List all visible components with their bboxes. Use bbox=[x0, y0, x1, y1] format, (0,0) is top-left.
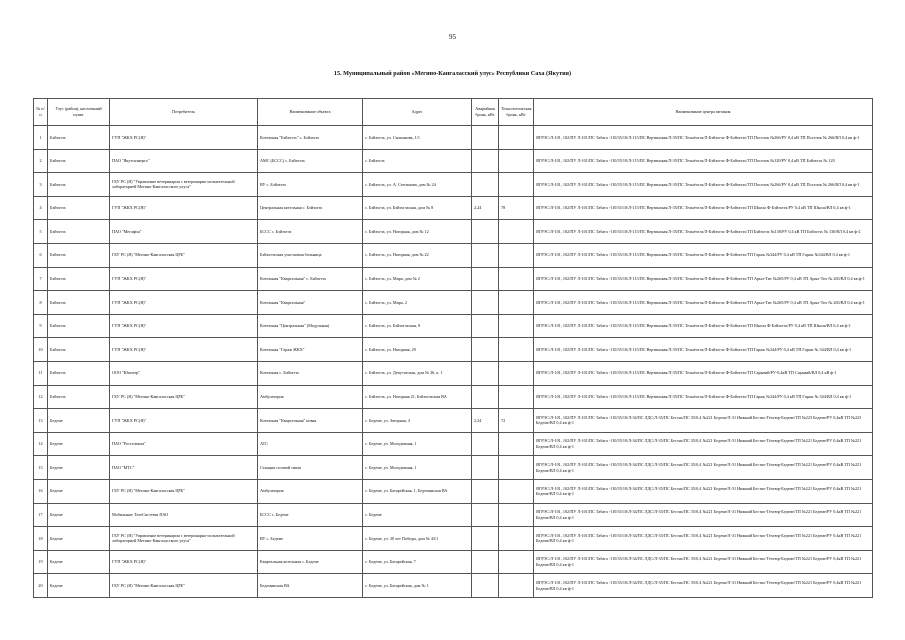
cell-object: АМС (БССС) с. Бэйэхтэх bbox=[258, 149, 363, 173]
cell-consumer: ГУП "ЖКХ РС(Я)" bbox=[110, 550, 258, 574]
cell-consumer: Мобильные ТелеСистемы ПАО bbox=[110, 503, 258, 527]
cell-object: БССС с. Бедеме bbox=[258, 503, 363, 527]
cell-technological-reserve bbox=[499, 149, 534, 173]
cell-address: с. Бэйэхтэх, ул. Нагорная, 29 bbox=[363, 338, 472, 362]
cell-consumer: ООО "Юпитер" bbox=[110, 361, 258, 385]
cell-number: 11 bbox=[34, 361, 48, 385]
header-object: Наименование объекта bbox=[258, 99, 363, 126]
cell-power-center: ЯГРЭС/Л-101, 102/ПУ Л-101/ПС Табага -110/35/10/Л-34/ПС ЛДС/Л-35/ПС Бестях/ПС 35/0,4 №221 Бедеме/Л-31 Нижний Бестях-Тёхтюр-Бедеме/ТП №221 Бедеме/РУ 0,4кВ ТП №221 Бедеме/ВЛ 0,4 кв ф-1 bbox=[534, 479, 873, 503]
cell-address: с. Бэйэхтэх bbox=[363, 149, 472, 173]
cell-technological-reserve bbox=[499, 173, 534, 197]
cell-number: 12 bbox=[34, 385, 48, 409]
section-title: 15. Муниципальный район «Мегино-Кангаласский улус» Республики Саха (Якутия) bbox=[333, 70, 572, 77]
cell-address: с. Бэйэхтэх, ул. Сытинкова, 1/1 bbox=[363, 126, 472, 150]
cell-address: с. Бедеме bbox=[363, 503, 472, 527]
cell-emergency-reserve bbox=[472, 338, 499, 362]
cell-emergency-reserve bbox=[472, 385, 499, 409]
header-locality: Улус (район), населенный пункт bbox=[48, 99, 110, 126]
cell-number: 14 bbox=[34, 432, 48, 456]
cell-object: Квартальная котельная с. Бедеме bbox=[258, 550, 363, 574]
cell-locality: Бэйэхтэх bbox=[48, 196, 110, 220]
cell-consumer: ГБУ РС (Я) "Мегино-Кангаласская ЦРБ" bbox=[110, 243, 258, 267]
cell-address: с. Бедеме, ул. Молодежная, 1 bbox=[363, 456, 472, 480]
cell-locality: Бэйэхтэх bbox=[48, 267, 110, 291]
cell-technological-reserve bbox=[499, 527, 534, 551]
cell-consumer: ПАО "МТС" bbox=[110, 456, 258, 480]
cell-address: с. Бедеме, ул. Молодежная, 1 bbox=[363, 432, 472, 456]
cell-technological-reserve bbox=[499, 574, 534, 598]
cell-power-center: ЯГРЭС/Л-101, 102/ПУ Л-101/ПС Табага -110/35/10/Л-34/ПС ЛДС/Л-35/ПС Бестях/ПС 35/0,4 №221 Бедеме/Л-31 Нижний Бестях-Тёхтюр-Бедеме/ТП №221 Бедеме/РУ 0,4кВ ТП №221 Бедеме/ВЛ 0,4 кв ф-1 bbox=[534, 550, 873, 574]
cell-technological-reserve bbox=[499, 338, 534, 362]
cell-technological-reserve bbox=[499, 126, 534, 150]
cell-number: 17 bbox=[34, 503, 48, 527]
table-row bbox=[34, 385, 873, 409]
cell-consumer: ГБУ РС (Я) "Управление ветеринарии с ветеринарно-испытательной лабораторией Мегино-Кангаласского улуса" bbox=[110, 527, 258, 551]
cell-locality: Бэйэхтэх bbox=[48, 385, 110, 409]
cell-power-center: ЯГРЭС/Л-101, 102/ПУ Л-101/ПС Табага -110/35/10/Л-34/ПС ЛДС/Л-35/ПС Бестях/ПС 35/0,4 №221 Бедеме/Л-31 Нижний Бестях-Тёхтюр-Бедеме/ТП №221 Бедеме/РУ 0,4кВ ТП №221 Бедеме/ВЛ 0,4 кв ф-1 bbox=[534, 432, 873, 456]
cell-address: с. Бедеме, ул. Батарейская, 7 bbox=[363, 550, 472, 574]
cell-consumer: ГУП "ЖКХ РС(Я)" bbox=[110, 126, 258, 150]
cell-technological-reserve bbox=[499, 385, 534, 409]
cell-consumer: ГБУ РС (Я) "Управление ветеринарии с ветеринарно-испытательной лабораторией Мегино-Кангаласского улуса" bbox=[110, 173, 258, 197]
cell-number: 13 bbox=[34, 409, 48, 433]
cell-locality: Бедеме bbox=[48, 574, 110, 598]
cell-number: 8 bbox=[34, 291, 48, 315]
cell-address: с. Бэйэхтэх, ул. Депутатская, дом № 26, к. 1 bbox=[363, 361, 472, 385]
cell-object: Котельная "Гараж ЖКХ" bbox=[258, 338, 363, 362]
cell-number: 4 bbox=[34, 196, 48, 220]
table-row bbox=[34, 196, 873, 220]
cell-object: Котельная "Бэйэхтэх" с. Бэйэхтэх bbox=[258, 126, 363, 150]
cell-technological-reserve bbox=[499, 361, 534, 385]
table-row bbox=[34, 361, 873, 385]
cell-technological-reserve bbox=[499, 314, 534, 338]
cell-power-center: ЯГРЭС/Л-101, 102/ПУ Л-101/ПС Табага -110/35/10/Л-34/ПС ЛДС/Л-35/ПС Бестях/ПС 35/0,4 №221 Бедеме/Л-31 Нижний Бестях-Тёхтюр-Бедеме/ТП №223 Бедеме/РУ 0,4кВ ТП №223 Бедеме/ВЛ 0,4 кв ф-1 bbox=[534, 409, 873, 433]
table-row bbox=[34, 267, 873, 291]
table-row bbox=[34, 432, 873, 456]
cell-number: 20 bbox=[34, 574, 48, 598]
cell-locality: Бедеме bbox=[48, 503, 110, 527]
cell-locality: Бэйэхтэх bbox=[48, 361, 110, 385]
cell-consumer: ГУП "ЖКХ РС(Я)" bbox=[110, 409, 258, 433]
table-row bbox=[34, 503, 873, 527]
cell-emergency-reserve bbox=[472, 432, 499, 456]
cell-object: Котельная "Центральная" (Модульная) bbox=[258, 314, 363, 338]
cell-object: БССС с. Бэйэхтэх bbox=[258, 220, 363, 244]
cell-emergency-reserve bbox=[472, 243, 499, 267]
cell-power-center: ЯГРЭС/Л-101, 102/ПУ Л-101/ПС Табага -110/35/10/Л-115/ПС Вертинская/Л-35/ПС Телыёхтэх/Л-Бэйэхтэх Ф-Бэйэхтэх/ТП Арыл-Тит №265/РУ 0,4 кВ ТП Арыл-Тит № 265/ВЛ 0,4 кв ф-1 bbox=[534, 291, 873, 315]
cell-technological-reserve bbox=[499, 291, 534, 315]
table-row bbox=[34, 173, 873, 197]
cell-technological-reserve bbox=[499, 243, 534, 267]
cell-address: с. Бедеме, ул. 30 лет Победы, дом № 43/1 bbox=[363, 527, 472, 551]
table-row bbox=[34, 314, 873, 338]
cell-locality: Бедеме bbox=[48, 550, 110, 574]
cell-object: Амбулатория bbox=[258, 479, 363, 503]
cell-power-center: ЯГРЭС/Л-101, 102/ПУ Л-101/ПС Табага -110/35/10/Л-115/ПС Вертинская/Л-35/ПС Телыёхтэх/Л-Бэйэхтэх Ф-Бэйэхтэх/ТП Арыл-Тит №265/РУ 0,4 кВ ТП Арыл-Тит № 265/ВЛ 0,4 кв ф-1 bbox=[534, 267, 873, 291]
cell-locality: Бедеме bbox=[48, 479, 110, 503]
table-row bbox=[34, 126, 873, 150]
cell-object: Котельная с. Бэйэхтэх bbox=[258, 361, 363, 385]
cell-number: 5 bbox=[34, 220, 48, 244]
cell-address: с. Бедеме, ул. Заторная, 4 bbox=[363, 409, 472, 433]
cell-power-center: ЯГРЭС/Л-101, 102/ПУ Л-101/ПС Табага -110/35/10/Л-115/ПС Вертинская/Л-35/ПС Телыёхтэх/Л-Бэйэхтэх Ф-Бэйэхтэх/ТП Гараж №344/РУ 0,4 кВ ТП Гараж № 344/ВЛ 0,4 кв ф-1 bbox=[534, 385, 873, 409]
cell-consumer: ГБУ РС (Я) "Мегино-Кангаласская ЦРБ" bbox=[110, 574, 258, 598]
cell-emergency-reserve bbox=[472, 267, 499, 291]
cell-address: с. Бэйэхтэх, ул. Нагорная, дом № 12 bbox=[363, 220, 472, 244]
cell-power-center: ЯГРЭС/Л-101, 102/ПУ Л-101/ПС Табага -110/35/10/Л-115/ПС Вертинская/Л-35/ПС Телыёхтэх/Л-Бэйэхтэх Ф-Бэйэхтэх/ТП Гараж №344/РУ 0,4 кВ ТП Гараж № 344/ВЛ 0,4 кв ф-1 bbox=[534, 338, 873, 362]
header-technological-reserve: Технологическая бронь, кВт bbox=[499, 99, 534, 126]
table-row bbox=[34, 409, 873, 433]
cell-object: АТС bbox=[258, 432, 363, 456]
header-consumer: Потребитель bbox=[110, 99, 258, 126]
cell-power-center: ЯГРЭС/Л-101, 102/ПУ Л-101/ПС Табага -110/35/10/Л-34/ПС ЛДС/Л-35/ПС Бестях/ПС 35/0,4 №221 Бедеме/Л-31 Нижний Бестях-Тёхтюр-Бедеме/ТП №221 Бедеме/РУ 0,4кВ ТП №221 Бедеме/ВЛ 0,4 кв ф-1 bbox=[534, 527, 873, 551]
table-row bbox=[34, 527, 873, 551]
cell-consumer: ГУП "ЖКХ РС(Я)" bbox=[110, 267, 258, 291]
cell-object: Бэйэхтэхская участковая больница bbox=[258, 243, 363, 267]
cell-technological-reserve: 78 bbox=[499, 196, 534, 220]
cell-number: 6 bbox=[34, 243, 48, 267]
table-row bbox=[34, 149, 873, 173]
cell-address: с. Бэйэхтэх, ул. Нагорная, дом № 22 bbox=[363, 243, 472, 267]
header-number: № п/п bbox=[34, 99, 48, 126]
cell-technological-reserve bbox=[499, 267, 534, 291]
cell-number: 3 bbox=[34, 173, 48, 197]
cell-object: Бедеминская ВА bbox=[258, 574, 363, 598]
table-body bbox=[34, 126, 873, 598]
cell-emergency-reserve bbox=[472, 149, 499, 173]
cell-number: 15 bbox=[34, 456, 48, 480]
cell-technological-reserve bbox=[499, 456, 534, 480]
page-number: 95 bbox=[449, 33, 456, 41]
cell-object: ВУ с. Бедеме bbox=[258, 527, 363, 551]
cell-address: с. Бэйэхтэх, ул. А. Степанова, дом № 24 bbox=[363, 173, 472, 197]
cell-consumer: ПАО "Ростелеком" bbox=[110, 432, 258, 456]
cell-power-center: ЯГРЭС/Л-101, 102/ПУ Л-101/ПС Табага -110/35/10/Л-115/ПС Вертинская/Л-35/ПС Телыёхтэх/Л-Бэйэхтэх Ф-Бэйэхтэх/ТП Школа Ф-Бэйэхтэх/РУ 0,4 кВ ТП Школа/ВЛ 0,4 кв ф-1 bbox=[534, 314, 873, 338]
cell-power-center: ЯГРЭС/Л-101, 102/ПУ Л-101/ПС Табага -110/35/10/Л-115/ПС Вертинская/Л-35/ПС Телыёхтэх/Л-Бэйэхтэх Ф-Бэйэхтэх/ТП Сарывай/РУ-0,4кВ ТП Сарывай/ВЛ 0,4 кВ ф-1 bbox=[534, 361, 873, 385]
cell-number: 10 bbox=[34, 338, 48, 362]
cell-number: 7 bbox=[34, 267, 48, 291]
cell-object: Котельная "Квартальная" с. Бэйэхтэх bbox=[258, 267, 363, 291]
cell-address: с. Бэйэхтэх, ул. Нагорная 21, Бэйэхтэхская ВА bbox=[363, 385, 472, 409]
cell-number: 16 bbox=[34, 479, 48, 503]
header-power-center: Наименование центра питания bbox=[534, 99, 873, 126]
cell-number: 9 bbox=[34, 314, 48, 338]
cell-number: 19 bbox=[34, 550, 48, 574]
cell-locality: Бедеме bbox=[48, 432, 110, 456]
cell-power-center: ЯГРЭС/Л-101, 102/ПУ Л-101/ПС Табага -110/35/10/Л-34/ПС ЛДС/Л-35/ПС Бестях/ПС 35/0,4 №221 Бедеме/Л-31 Нижний Бестях-Тёхтюр-Бедеме/ТП №221 Бедеме/РУ 0,4кВ ТП №221 Бедеме/ВЛ 0,4 кв ф-1 bbox=[534, 503, 873, 527]
table-row bbox=[34, 243, 873, 267]
table-row bbox=[34, 291, 873, 315]
cell-consumer: ГУП "ЖКХ РС(Я)" bbox=[110, 314, 258, 338]
cell-object: ВУ с. Бэйэхтэх bbox=[258, 173, 363, 197]
cell-locality: Бедеме bbox=[48, 527, 110, 551]
cell-address: с. Бэйэхтэх, ул. Бэйэхтэхская, дом № 8 bbox=[363, 196, 472, 220]
cell-technological-reserve: 72 bbox=[499, 409, 534, 433]
cell-object: Амбулатория bbox=[258, 385, 363, 409]
cell-locality: Бэйэхтэх bbox=[48, 149, 110, 173]
cell-consumer: ГУП "ЖКХ РС(Я)" bbox=[110, 291, 258, 315]
cell-emergency-reserve bbox=[472, 361, 499, 385]
cell-object: Центральная котельная с. Бэйэхтэх bbox=[258, 196, 363, 220]
table-row bbox=[34, 338, 873, 362]
cell-object: Станция сотовой связи bbox=[258, 456, 363, 480]
cell-emergency-reserve bbox=[472, 173, 499, 197]
cell-emergency-reserve bbox=[472, 220, 499, 244]
cell-address: с. Бедеме, ул. Батарейская, дом № 1 bbox=[363, 574, 472, 598]
cell-object: Котельная "Квартальная" bbox=[258, 291, 363, 315]
cell-address: с. Бэйэхтэх, ул. Мира, 2 bbox=[363, 291, 472, 315]
cell-consumer: ГУП "ЖКХ РС(Я)" bbox=[110, 196, 258, 220]
cell-locality: Бэйэхтэх bbox=[48, 314, 110, 338]
cell-power-center: ЯГРЭС/Л-101, 102/ПУ Л-101/ПС Табага -110/35/10/Л-115/ПС Вертинская/Л-35/ПС Телыёхтэх/Л-Бэйэхтэх Ф-Бэйэхтэх/ТП Гараж №344/РУ 0,4 кВ ТП Гараж №344/ВЛ 0,4 кв ф-1 bbox=[534, 243, 873, 267]
cell-consumer: ПАО "Якутскэнерго" bbox=[110, 149, 258, 173]
cell-number: 2 bbox=[34, 149, 48, 173]
cell-technological-reserve bbox=[499, 503, 534, 527]
cell-emergency-reserve bbox=[472, 126, 499, 150]
cell-power-center: ЯГРЭС/Л-101, 102/ПУ Л-101/ПС Табага -110/35/10/Л-34/ПС ЛДС/Л-35/ПС Бестях/ПС 35/0,4 №221 Бедеме/Л-31 Нижний Бестях-Тёхтюр-Бедеме/ТП №221 Бедеме/РУ 0,4кВ ТП №221 Бедеме/ВЛ 0,4 кв ф-1 bbox=[534, 456, 873, 480]
cell-address: с. Бэйэхтэх, ул. Мира, дом № 2 bbox=[363, 267, 472, 291]
cell-technological-reserve bbox=[499, 220, 534, 244]
table-header-row bbox=[34, 99, 873, 126]
cell-emergency-reserve: 2,24 bbox=[472, 196, 499, 220]
cell-power-center: ЯГРЭС/Л-101, 102/ПУ Л-101/ПС Табага -110/35/10/Л-115/ПС Вертинская/Л-35/ПС Телыёхтэх/Л-Бэйэхтэх Ф-Бэйэхтэх/ТП Школа Ф-Бэйэхтэх/РУ 0,4 кВ ТП Школа/ВЛ 0,4 кв ф-1 bbox=[534, 196, 873, 220]
cell-emergency-reserve bbox=[472, 479, 499, 503]
cell-emergency-reserve bbox=[472, 527, 499, 551]
table-row bbox=[34, 479, 873, 503]
cell-power-center: ЯГРЭС/Л-101, 102/ПУ Л-101/ПС Табага -110/35/10/Л-115/ПС Вертинская/Л-35/ПС Телыёхтэх/Л-Бэйэхтэх Ф-Бэйэхтэх/ТП Поселок №266/РУ 0,4 кВ ТП Поселок № 266/ВЛ 0,4 кв ф-1 bbox=[534, 126, 873, 150]
cell-locality: Бэйэхтэх bbox=[48, 126, 110, 150]
cell-locality: Бедеме bbox=[48, 456, 110, 480]
cell-emergency-reserve bbox=[472, 291, 499, 315]
cell-locality: Бэйэхтэх bbox=[48, 243, 110, 267]
cell-locality: Бэйэхтэх bbox=[48, 291, 110, 315]
cell-object: Котельная "Квартальная" новая bbox=[258, 409, 363, 433]
cell-locality: Бэйэхтэх bbox=[48, 220, 110, 244]
cell-emergency-reserve bbox=[472, 503, 499, 527]
cell-number: 18 bbox=[34, 527, 48, 551]
cell-technological-reserve bbox=[499, 479, 534, 503]
cell-emergency-reserve bbox=[472, 314, 499, 338]
cell-locality: Бэйэхтэх bbox=[48, 173, 110, 197]
cell-consumer: ПАО "Мегафон" bbox=[110, 220, 258, 244]
cell-locality: Бэйэхтэх bbox=[48, 338, 110, 362]
consumers-table bbox=[33, 98, 873, 598]
cell-number: 1 bbox=[34, 126, 48, 150]
header-address: Адрес bbox=[363, 99, 472, 126]
cell-consumer: ГБУ РС (Я) "Мегино-Кангаласская ЦРБ" bbox=[110, 385, 258, 409]
cell-consumer: ГБУ РС (Я) "Мегино-Кангаласская ЦРБ" bbox=[110, 479, 258, 503]
cell-consumer: ГУП "ЖКХ РС(Я)" bbox=[110, 338, 258, 362]
table-row bbox=[34, 550, 873, 574]
cell-emergency-reserve bbox=[472, 574, 499, 598]
table-row bbox=[34, 574, 873, 598]
cell-emergency-reserve: 2,24 bbox=[472, 409, 499, 433]
cell-address: с. Бедеме, ул. Батарейская, 1, Бедеминская ВА bbox=[363, 479, 472, 503]
cell-technological-reserve bbox=[499, 432, 534, 456]
cell-power-center: ЯГРЭС/Л-101, 102/ПУ Л-101/ПС Табага -110/35/10/Л-115/ПС Вертинская/Л-35/ПС Телыёхтэх/Л-Бэйэхтэх Ф-Бэйэхтэх/ТП Бэйэхтэх №130/РУ 0,4 кВ ТП Бэйэхтэх № 130/ВЛ 0,4 кв ф-2 bbox=[534, 220, 873, 244]
cell-address: с. Бэйэхтэх, ул. Бэйэхтэхская, 8 bbox=[363, 314, 472, 338]
cell-technological-reserve bbox=[499, 550, 534, 574]
cell-emergency-reserve bbox=[472, 456, 499, 480]
header-emergency-reserve: Аварийная бронь, кВт bbox=[472, 99, 499, 126]
cell-emergency-reserve bbox=[472, 550, 499, 574]
cell-locality: Бедеме bbox=[48, 409, 110, 433]
table-row bbox=[34, 220, 873, 244]
cell-power-center: ЯГРЭС/Л-101, 102/ПУ Л-101/ПС Табага -110/35/10/Л-115/ПС Вертинская/Л-35/ПС Телыёхтэх/Л-Бэйэхтэх Ф-Бэйэхтэх/ТП Поселок №266/РУ 0,4 кВ ТП Поселок № 266/ВЛ 0,4 кв ф-1 bbox=[534, 173, 873, 197]
table-row bbox=[34, 456, 873, 480]
cell-power-center: ЯГРЭС/Л-101, 102/ПУ Л-101/ПС Табага -110/35/10/Л-34/ПС ЛДС/Л-35/ПС Бестях/ПС 35/0,4 №221 Бедеме/Л-31 Нижний Бестях-Тёхтюр-Бедеме/ТП №221 Бедеме/РУ 0,4кВ ТП №221 Бедеме/ВЛ 0,4 кв ф-1 bbox=[534, 574, 873, 598]
cell-power-center: ЯГРЭС/Л-101, 102/ПУ Л-101/ПС Табага -110/35/10/Л-115/ПС Вертинская/Л-35/ПС Телыёхтэх/Л-Бэйэхтэх Ф-Бэйэхтэх/ТП Поселок №120/РУ 0,4 кВ ТП Бэйэхтэх № 120 bbox=[534, 149, 873, 173]
